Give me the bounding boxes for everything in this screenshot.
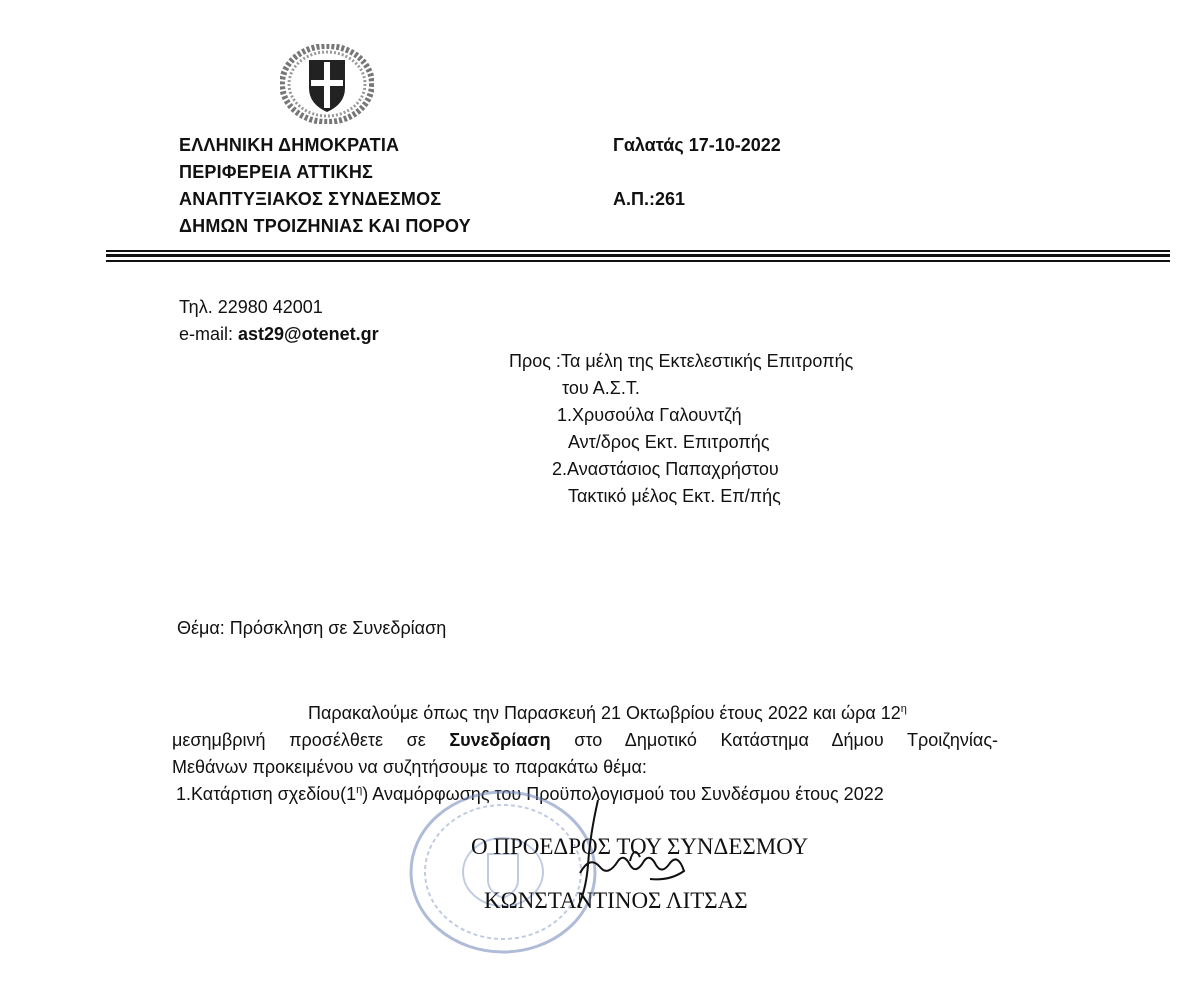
body-line-1-text: Παρακαλούμε όπως την Παρασκευή 21 Οκτωβρίου έτους 2022 και ώρα 12 bbox=[308, 703, 901, 723]
subject-line: Θέμα: Πρόσκληση σε Συνεδρίαση bbox=[177, 618, 447, 638]
email-address: ast29@otenet.gr bbox=[238, 324, 379, 344]
org-line-association: ΑΝΑΠΤΥΞΙΑΚΟΣ ΣΥΝΔΕΣΜΟΣ bbox=[179, 189, 442, 209]
body-line-2-bold: Συνεδρίαση bbox=[449, 730, 551, 750]
recipients-line-2: του Α.Σ.Τ. bbox=[562, 378, 640, 398]
header-divider-line bbox=[106, 254, 1170, 257]
contact-info bbox=[179, 294, 379, 348]
greek-coat-of-arms-icon bbox=[280, 44, 374, 124]
place-date: Γαλατάς 17-10-2022 bbox=[613, 135, 781, 155]
body-line-4-pre: 1.Κατάρτιση σχεδίου(1 bbox=[176, 784, 357, 804]
protocol-number: Α.Π.:261 bbox=[613, 189, 686, 209]
body-line-3: Μεθάνων προκειμένου να συζητήσουμε το παρακάτω θέμα: bbox=[172, 757, 647, 777]
body-line-4-sup: η bbox=[356, 784, 363, 796]
body-line-2 bbox=[172, 727, 998, 754]
recipients-line-1: Προς :Τα μέλη της Εκτελεστικής Επιτροπής bbox=[509, 351, 854, 371]
email-line bbox=[179, 321, 379, 348]
recipient-2-name: 2.Αναστάσιος Παπαχρήστου bbox=[552, 459, 779, 479]
body-line-1-sup: η bbox=[900, 703, 907, 715]
document-meta bbox=[613, 132, 781, 213]
organization-header bbox=[179, 132, 471, 240]
recipient-1-name: 1.Χρυσούλα Γαλουντζή bbox=[557, 405, 742, 425]
body-line-4-post: ) Αναμόρφωσης του Προϋπολογισμού του Συνδέσμου έτους 2022 bbox=[362, 784, 884, 804]
email-label: e-mail: bbox=[179, 324, 239, 344]
org-line-region: ΠΕΡΙΦΕΡΕΙΑ ΑΤΤΙΚΗΣ bbox=[179, 162, 374, 182]
signatory-name: ΚΩΝΣΤΑΝΤΙΝΟΣ ΛΙΤΣΑΣ bbox=[484, 888, 748, 913]
recipient-1-role: Αντ/δρος Εκτ. Επιτροπής bbox=[568, 432, 770, 452]
signatory-title: Ο ΠΡΟΕΔΡΟΣ ΤΟΥ ΣΥΝΔΕΣΜΟΥ bbox=[471, 834, 809, 859]
body-line-2-pre: μεσημβρινή προσέλθετε σε bbox=[172, 730, 450, 750]
phone: Τηλ. 22980 42001 bbox=[179, 297, 323, 317]
header-divider-line bbox=[106, 250, 1170, 252]
header-divider-line bbox=[106, 260, 1170, 262]
org-line-municipalities: ΔΗΜΩΝ ΤΡΟΙΖΗΝΙΑΣ ΚΑΙ ΠΟΡΟΥ bbox=[179, 216, 471, 236]
org-line-country: ΕΛΛΗΝΙΚΗ ΔΗΜΟΚΡΑΤΙΑ bbox=[179, 135, 400, 155]
handwritten-signature-icon bbox=[560, 795, 700, 915]
body-line-1 bbox=[172, 700, 998, 727]
body-line-2-post: στο Δημοτικό Κατάστημα Δήμου Τροιζηνίας- bbox=[550, 730, 998, 750]
recipient-2-role: Τακτικό μέλος Εκτ. Επ/πής bbox=[568, 486, 781, 506]
